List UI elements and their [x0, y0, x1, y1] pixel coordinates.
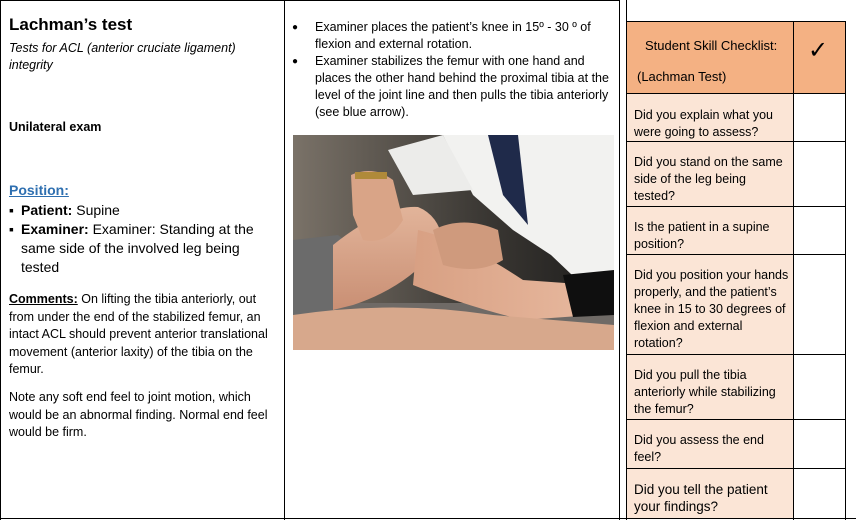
table-border-col3 [619, 0, 620, 520]
checklist-subtitle: (Lachman Test) [637, 69, 727, 84]
comments-paragraph [9, 291, 281, 379]
procedure-item [292, 53, 610, 121]
table-border-bottom [0, 518, 856, 519]
procedure-item [292, 19, 610, 53]
position-item-examiner [9, 220, 279, 277]
checklist-question: Did you explain what you were going to assess? [634, 108, 773, 139]
exam-type: Unilateral exam [9, 120, 102, 134]
position-item-patient [9, 201, 279, 220]
position-label: Examiner: [21, 221, 89, 237]
bullet-icon: ▪ [9, 221, 14, 237]
answer-checkbox[interactable] [794, 94, 845, 141]
answer-checkbox[interactable] [794, 469, 845, 518]
checklist-question: Did you stand on the same side of the leg being tested? [634, 155, 783, 203]
lachman-test-photo [293, 135, 614, 350]
checklist-question: Did you position your hands properly, and the patient’s knee in 15 to 30 degrees of flexion and external rotation? [634, 268, 789, 350]
answer-checkbox[interactable] [794, 355, 845, 419]
procedure-text: Examiner stabilizes the femur with one hand and places the other hand behind the proximal tibia at the level of the joint line and then pulls the tibia anteriorly (see blue arrow). [315, 54, 609, 119]
test-title: Lachman’s test [9, 15, 133, 34]
position-heading: Position: [9, 182, 69, 198]
checklist-question: Did you assess the end feel? [634, 433, 764, 464]
bullet-icon: ▪ [9, 202, 14, 218]
bullet-icon: ● [292, 22, 299, 33]
comments-heading: Comments: [9, 292, 78, 306]
answer-checkbox[interactable] [794, 255, 845, 354]
checklist-question: Did you pull the tibia anteriorly while stabilizing the femur? [634, 368, 776, 416]
bullet-icon: ● [292, 56, 299, 67]
checklist-question: Is the patient in a supine position? [634, 220, 770, 251]
procedure-list [292, 19, 610, 121]
checklist-title: Student Skill Checklist: [645, 38, 778, 53]
answer-checkbox[interactable] [794, 142, 845, 206]
test-header [9, 15, 281, 74]
checklist-border-right [845, 21, 846, 520]
comments-text: On lifting the tibia anteriorly, out from under the end of the stabilized femur, an intact ACL should prevent anterior translational movement (anterior laxity) of the tibia on the femur. [9, 292, 268, 376]
table-border-top [0, 0, 620, 1]
position-text: Examiner: Standing at the same side of the involved leg being tested [21, 221, 254, 275]
check-mark-icon: ✓ [808, 36, 829, 64]
test-subtitle: Tests for ACL (anterior cruciate ligament) integrity [9, 41, 236, 72]
answer-checkbox[interactable] [794, 420, 845, 468]
table-border-left [0, 0, 1, 520]
position-text: Supine [72, 202, 120, 218]
note-paragraph: Note any soft end feel to joint motion, which would be an abnormal finding. Normal end feel would be firm. [9, 390, 268, 439]
procedure-text: Examiner places the patient’s knee in 15º - 30 º of flexion and external rotation. [315, 20, 591, 51]
answer-checkbox[interactable] [794, 207, 845, 254]
position-list [9, 201, 279, 277]
checklist-question: Did you tell the patient your findings? [634, 482, 768, 514]
table-border-col2 [284, 0, 285, 520]
position-label: Patient: [21, 202, 73, 218]
